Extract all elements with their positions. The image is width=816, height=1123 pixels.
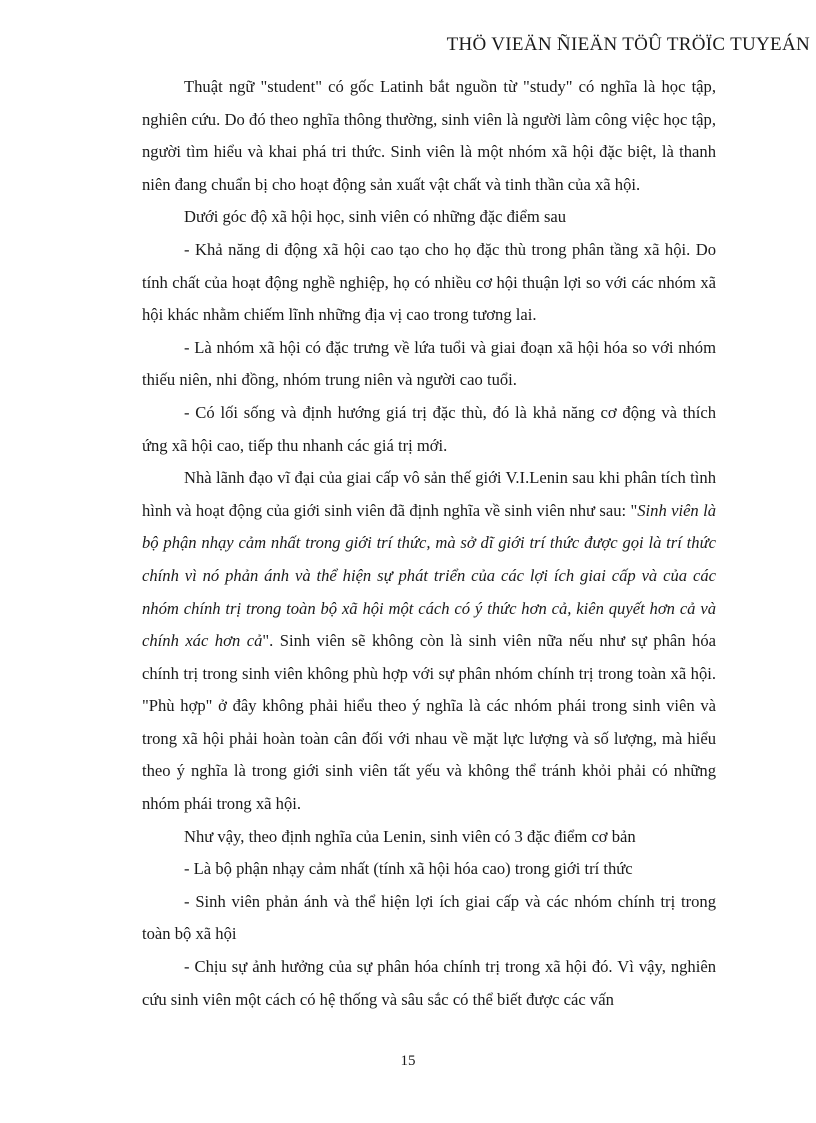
- paragraph-social-mobility: - Khả năng di động xã hội cao tạo cho họ đặc thù trong phân tầng xã hội. Do tính chất của hoạt động nghề nghiệp, họ có nhiều cơ hội thuận lợi so với các nhóm xã hội khác nhằm chiếm lĩnh những địa vị cao trong tương lai.: [142, 239, 716, 325]
- paragraph-trait-reflect: - Sinh viên phản ánh và thể hiện lợi ích giai cấp và các nhóm chính trị trong toàn bộ xã hội: [142, 891, 716, 944]
- paragraph-trait-sensitive: - Là bộ phận nhạy cảm nhất (tính xã hội hóa cao) trong giới trí thức: [184, 859, 633, 879]
- lenin-text-after: ". Sinh viên sẽ không còn là sinh viên nữa nếu như sự phân hóa chính trị trong sinh viên không phù hợp với sự phân nhóm chính trị trong toàn xã hội. "Phù hợp" ở đây không phải hiểu theo ý nghĩa là các nhóm phái trong sinh viên và trong xã hội phải hoàn toàn cân đối với nhau về mặt lực lượng và số lượng, mà hiểu theo ý nghĩa là trong giới sinh viên tất yếu và không thể tránh khỏi phải có những nhóm phái trong xã hội.: [142, 631, 717, 814]
- paragraph-sociology-intro: Dưới góc độ xã hội học, sinh viên có những đặc điểm sau: [184, 207, 567, 227]
- page-number: 15: [400, 1053, 416, 1069]
- paragraph-lenin-definition: [142, 462, 716, 821]
- running-header: THÖ VIEÄN ÑIEÄN TÖÛ TRÖÏC TUYEÁN: [446, 34, 810, 55]
- lenin-quote: Sinh viên là bộ phận nhạy cảm nhất trong giới trí thức, mà sở dĩ giới trí thức được gọi là trí thức chính vì nó phản ánh và thể hiện sự phát triển của các lợi ích giai cấp và của các nhóm chính trị trong toàn bộ xã hội một cách có ý thức hơn cả, kiên quyết hơn cả và chính xác hơn cả: [142, 500, 716, 651]
- paragraph-age-group: - Là nhóm xã hội có đặc trưng về lứa tuổi và giai đoạn xã hội hóa so với nhóm thiếu niên, nhi đồng, nhóm trung niên và người cao tuổi.: [142, 337, 716, 390]
- paragraph-student-definition: Thuật ngữ "student" có gốc Latinh bắt nguồn từ "study" có nghĩa là học tập, nghiên cứu. Do đó theo nghĩa thông thường, sinh viên là người làm công việc học tập, người tìm hiểu và khai phá tri thức. Sinh viên là một nhóm xã hội đặc biệt, là thanh niên đang chuẩn bị cho hoạt động sản xuất vật chất và tinh thần của xã hội.: [142, 77, 716, 194]
- document-body: [142, 71, 716, 1016]
- paragraph-lifestyle: - Có lối sống và định hướng giá trị đặc thù, đó là khả năng cơ động và thích ứng xã hội cao, tiếp thu nhanh các giá trị mới.: [142, 402, 716, 455]
- paragraph-trait-influence: - Chịu sự ảnh hưởng của sự phân hóa chính trị trong xã hội đó. Vì vậy, nghiên cứu sinh viên một cách có hệ thống và sâu sắc có thể biết được các vấn: [142, 957, 716, 1009]
- lenin-text-before: Nhà lãnh đạo vĩ đại của giai cấp vô sản thế giới V.I.Lenin sau khi phân tích tình hình và hoạt động của giới sinh viên đã định nghĩa về sinh viên như sau: ": [142, 468, 716, 520]
- paragraph-three-traits-intro: Như vậy, theo định nghĩa của Lenin, sinh viên có 3 đặc điểm cơ bản: [184, 826, 636, 846]
